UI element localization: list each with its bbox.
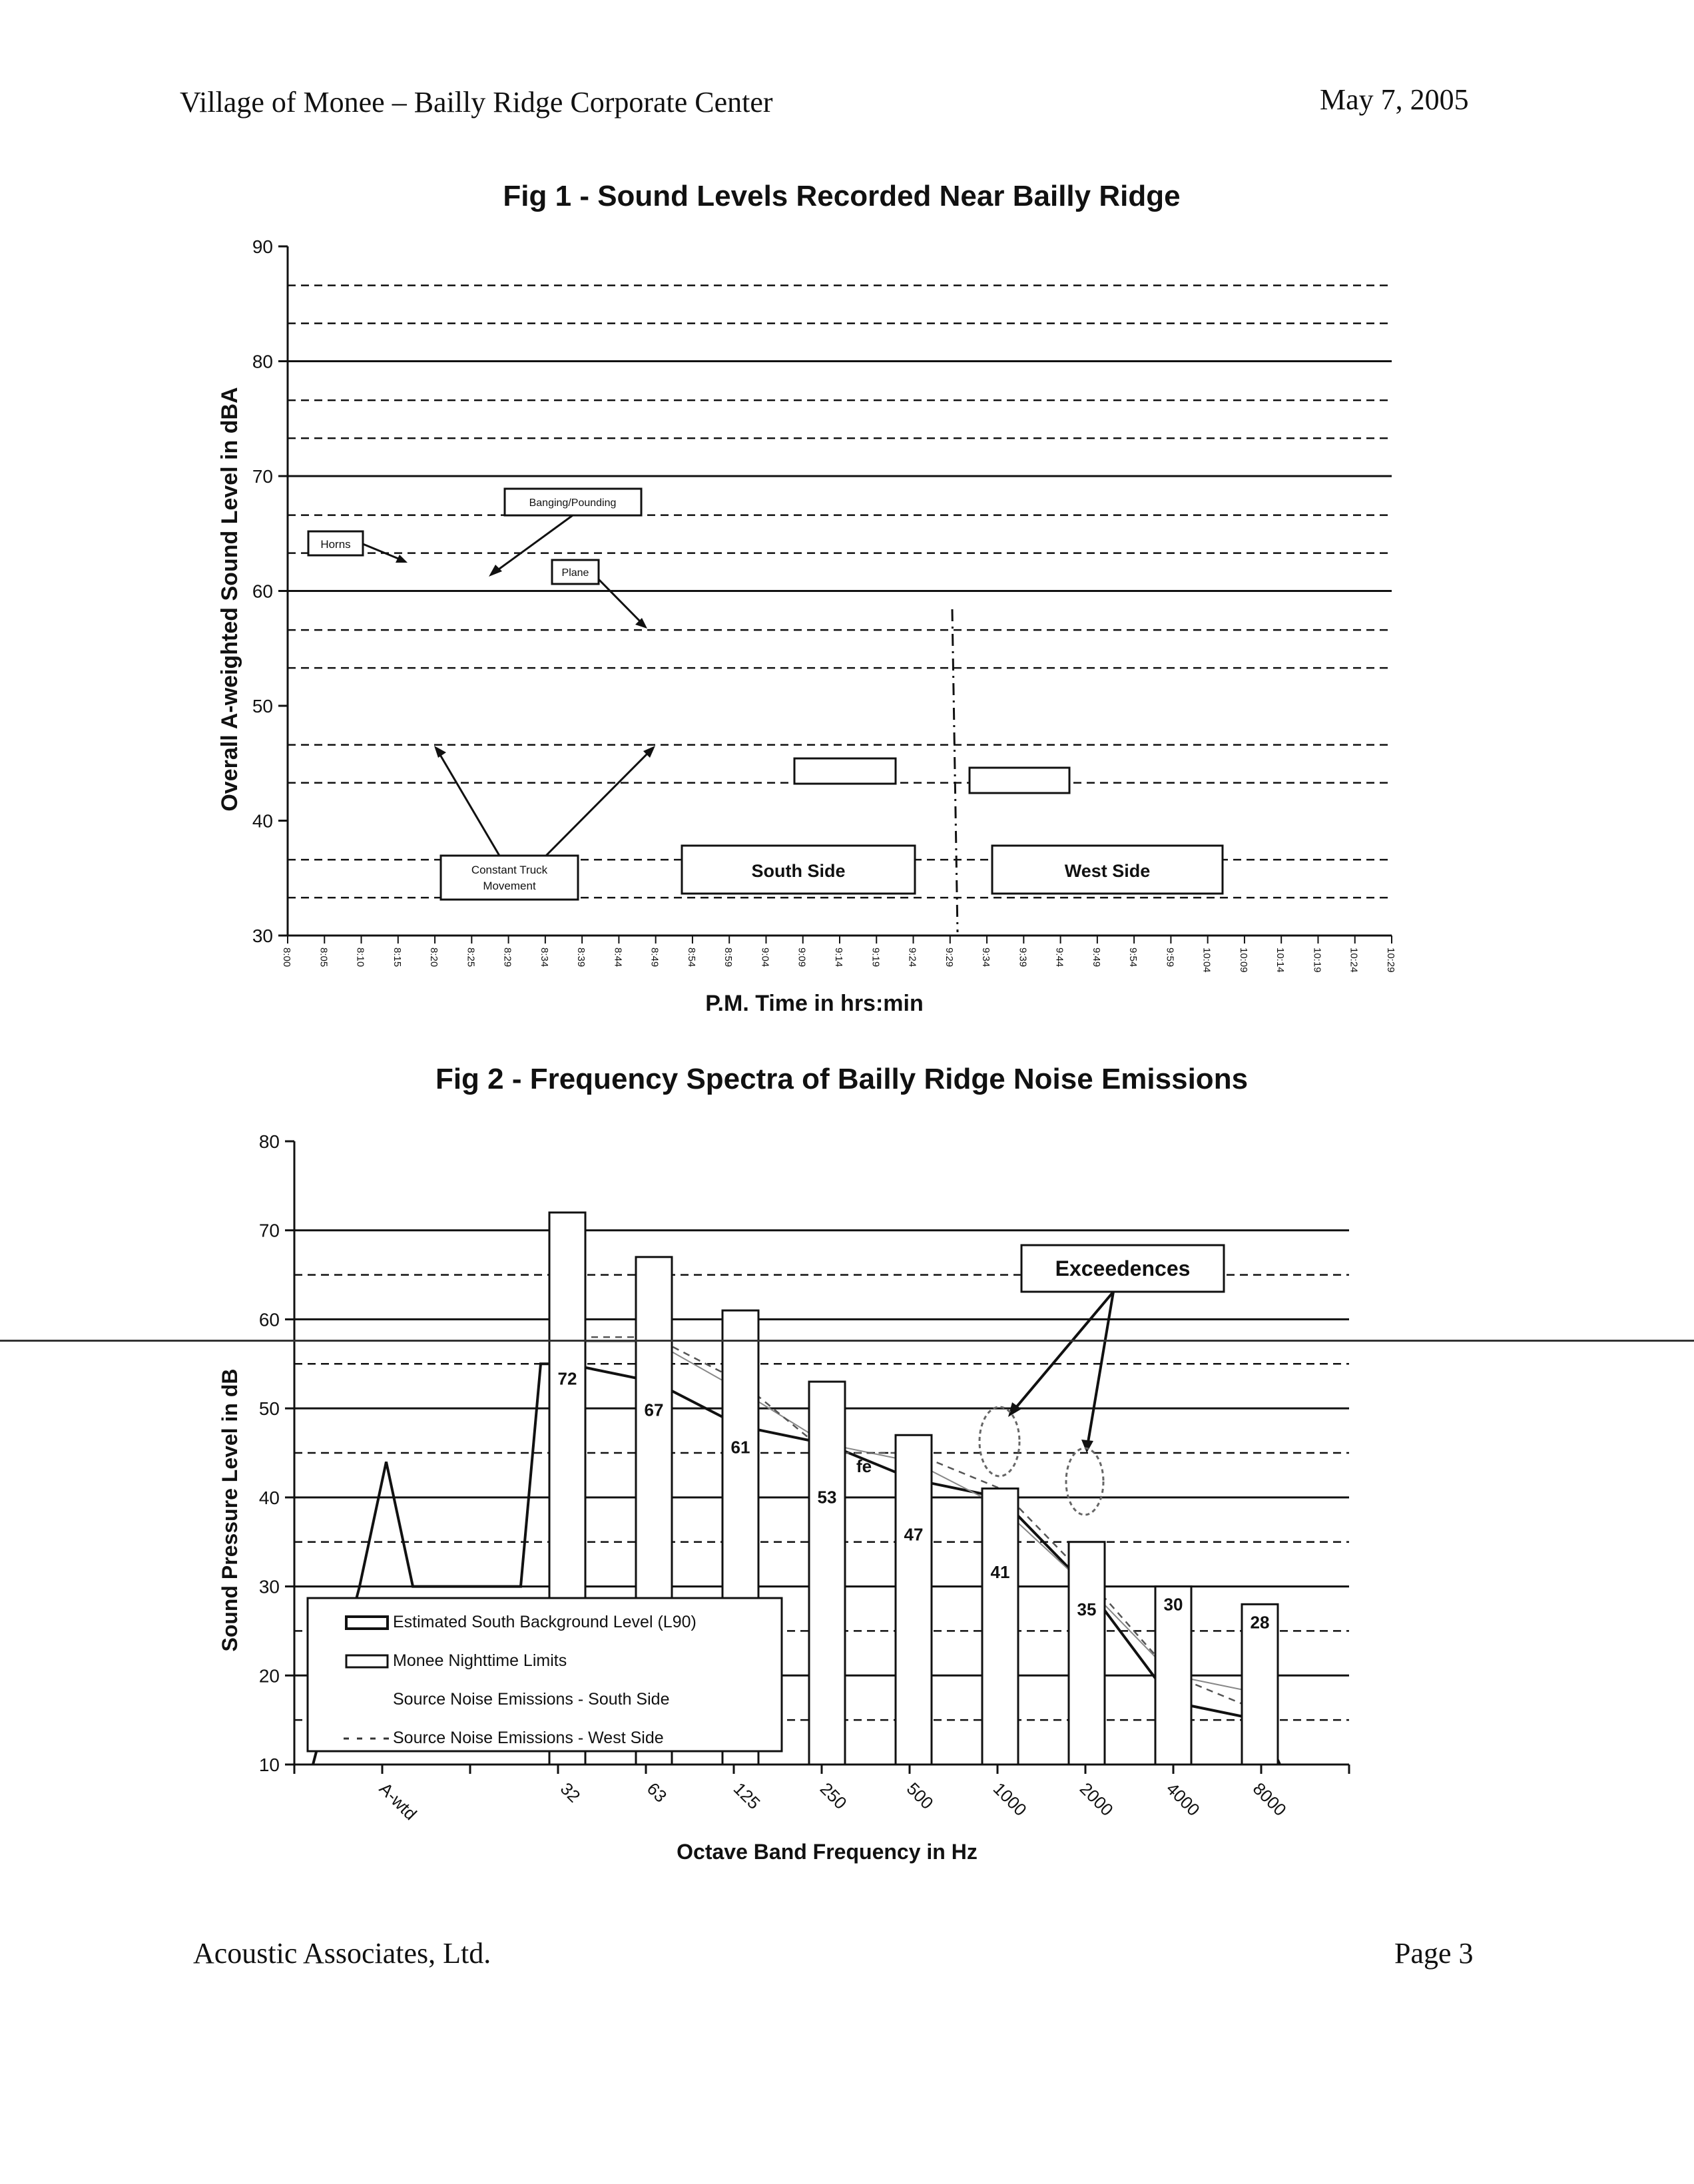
fig1-x-tick-label: 8:05: [318, 948, 330, 967]
fig2-x-axis-label: Octave Band Frequency in Hz: [677, 1840, 978, 1864]
fig1-x-tick-label: 9:14: [833, 948, 844, 967]
fig1-divider-line: [952, 609, 958, 932]
fig1-x-tick-label: 10:04: [1201, 948, 1213, 973]
west-level-box: [970, 768, 1069, 793]
banging-label: Banging/Pounding: [529, 497, 617, 509]
fig1-title: Fig 1 - Sound Levels Recorded Near Bailly Ridge: [503, 180, 1181, 212]
fig1-x-tick-label: 8:49: [649, 948, 661, 967]
fig1-y-axis-label: Overall A-weighted Sound Level in dBA: [217, 387, 242, 812]
fig2-y-tick-label: 10: [258, 1755, 280, 1775]
fig1-x-tick-label: 9:34: [980, 948, 992, 967]
fig2-y-tick-label: 30: [258, 1576, 280, 1597]
legend-label-limits: Monee Nighttime Limits: [393, 1651, 567, 1670]
fig1-x-tick-label: 8:39: [575, 948, 587, 967]
footer-page: Page 3: [1394, 1937, 1474, 1970]
fig2-chart: [0, 1105, 1694, 1904]
truck-box: [441, 856, 578, 900]
fig1-x-tick-label: 8:44: [612, 948, 624, 967]
fig2-x-tick-label: 250: [816, 1778, 851, 1813]
scan-line-artifact: [0, 1340, 1694, 1342]
horns-label: Horns: [320, 538, 351, 551]
truck-arrow-right: [546, 752, 649, 856]
fig1-y-tick-label: 90: [252, 236, 273, 257]
fig2-x-tick-label: 1000: [989, 1778, 1031, 1820]
legend-swatch-background: [346, 1617, 388, 1629]
fig1-x-tick-label: 9:24: [906, 948, 918, 967]
fig1-x-tick-label: 8:25: [465, 948, 477, 967]
truck-arrowhead-left: [434, 746, 446, 758]
fig2-data-label: 61: [730, 1437, 750, 1458]
banging-arrowhead: [489, 565, 502, 577]
fig1-x-tick-label: 10:14: [1274, 948, 1286, 973]
fig2-data-label: 47: [904, 1524, 924, 1545]
south-level-box: [794, 758, 896, 784]
fig2-data-label: 67: [644, 1400, 664, 1420]
fig2-x-tick-label: 4000: [1162, 1778, 1204, 1820]
fig1-x-tick-label: 10:19: [1311, 948, 1323, 973]
fig1-x-tick-label: 9:29: [943, 948, 955, 967]
fig2-data-label: 41: [990, 1561, 1010, 1582]
fig2-y-tick-label: 20: [258, 1665, 280, 1687]
fig2-y-axis-label: Sound Pressure Level in dB: [218, 1368, 242, 1652]
exceedence-marker-2000: [1066, 1448, 1103, 1515]
fig1-x-tick-label: 8:59: [722, 948, 734, 967]
fig1-y-tick-label: 70: [252, 466, 273, 487]
fig2-data-label: 35: [1077, 1599, 1097, 1619]
plane-arrow: [599, 579, 643, 625]
truck-label-line1: Constant Truck: [471, 864, 548, 876]
truck-label-line2: Movement: [483, 880, 536, 892]
plane-label: Plane: [561, 567, 589, 579]
fig1-x-tick-label: 9:39: [1017, 948, 1029, 967]
fig2-bar-limit: [982, 1488, 1018, 1765]
footer-left: Acoustic Associates, Ltd.: [193, 1937, 491, 1970]
exceedence-marker-1000: [980, 1407, 1019, 1476]
fe-note: fe: [856, 1456, 872, 1476]
west-side-label: West Side: [1064, 861, 1151, 881]
fig1-x-tick-label: 9:19: [870, 948, 882, 967]
fig1-x-tick-label: 9:49: [1090, 948, 1102, 967]
fig1-chart: [0, 200, 1694, 1079]
legend-label-south: Source Noise Emissions - South Side: [393, 1690, 670, 1709]
fig1-x-tick-label: 9:44: [1053, 948, 1065, 967]
fig2-title: Fig 2 - Frequency Spectra of Bailly Ridge Noise Emissions: [435, 1063, 1249, 1095]
exceedences-label: Exceedences: [1055, 1256, 1191, 1280]
fig1-x-tick-label: 8:29: [501, 948, 513, 967]
fig2-bar-limit: [809, 1382, 845, 1765]
fig1-y-tick-label: 30: [252, 926, 273, 946]
fig1-y-tick-label: 40: [252, 810, 273, 832]
fig1-x-axis-label: P.M. Time in hrs:min: [705, 991, 924, 1016]
fig2-y-tick-label: 70: [258, 1220, 280, 1241]
fig2-bar-limit: [1069, 1542, 1105, 1765]
fig2-y-tick-label: 80: [258, 1131, 280, 1152]
fig1-x-tick-label: 9:09: [796, 948, 808, 967]
fig1-x-tick-label: 8:15: [391, 948, 403, 967]
fig2-x-tick-label: 125: [729, 1778, 764, 1813]
fig1-y-tick-label: 50: [252, 696, 273, 716]
fig2-y-tick-label: 50: [258, 1398, 280, 1420]
fig2-y-tick-label: 40: [258, 1487, 280, 1508]
fig2-x-ticks: [294, 1765, 1349, 1824]
fig1-x-tick-label: 9:54: [1127, 948, 1139, 967]
fig2-x-tick-label: 2000: [1075, 1778, 1117, 1820]
legend-swatch-limits: [346, 1655, 388, 1667]
fig2-data-label: 28: [1250, 1612, 1270, 1633]
exceedences-arrow-left: [1015, 1292, 1113, 1409]
fig1-x-tick-label: 9:04: [759, 948, 771, 967]
fig1-x-tick-label: 8:10: [354, 948, 366, 967]
fig2-data-label: 30: [1163, 1594, 1183, 1615]
fig1-y-tick-label: 60: [252, 581, 273, 602]
fig1-y-tick-label: 80: [252, 351, 273, 372]
fig1-x-ticks: [281, 936, 1396, 973]
fig2-legend: [308, 1598, 782, 1751]
fig1-x-tick-label: 10:09: [1237, 948, 1249, 973]
fig1-x-tick-label: 10:29: [1385, 948, 1396, 973]
fig2-x-tick-label: 63: [643, 1778, 671, 1806]
header-date: May 7, 2005: [1320, 83, 1469, 116]
fig1-y-ticks: [252, 236, 288, 946]
fig1-gridlines: [288, 286, 1392, 898]
header-left: Village of Monee – Bailly Ridge Corporate Center: [180, 86, 773, 119]
fig1-x-tick-label: 9:59: [1164, 948, 1176, 967]
legend-label-west: Source Noise Emissions - West Side: [393, 1729, 664, 1747]
fig2-data-label: 53: [817, 1487, 837, 1507]
fig2-y-tick-label: 60: [258, 1309, 280, 1330]
truck-arrow-left: [439, 754, 499, 856]
fig2-y-ticks: [259, 1131, 294, 1775]
fig2-bar-limit: [896, 1435, 932, 1765]
fig2-data-label: 72: [557, 1368, 577, 1389]
fig1-x-tick-label: 8:20: [428, 948, 440, 967]
legend-label-background: Estimated South Background Level (L90): [393, 1613, 697, 1631]
fig2-x-tick-label: 8000: [1249, 1778, 1290, 1820]
fig1-x-tick-label: 8:34: [538, 948, 550, 967]
fig2-x-tick-label: A-wtd: [375, 1778, 421, 1824]
fig1-x-tick-label: 10:24: [1348, 948, 1360, 973]
south-side-label: South Side: [751, 861, 846, 881]
fig2-x-tick-label: 32: [556, 1778, 585, 1806]
fig1-x-tick-label: 8:00: [281, 948, 292, 967]
fig2-x-tick-label: 500: [902, 1778, 938, 1813]
exceedences-arrow-right: [1088, 1292, 1113, 1442]
fig1-x-tick-label: 8:54: [685, 948, 697, 967]
